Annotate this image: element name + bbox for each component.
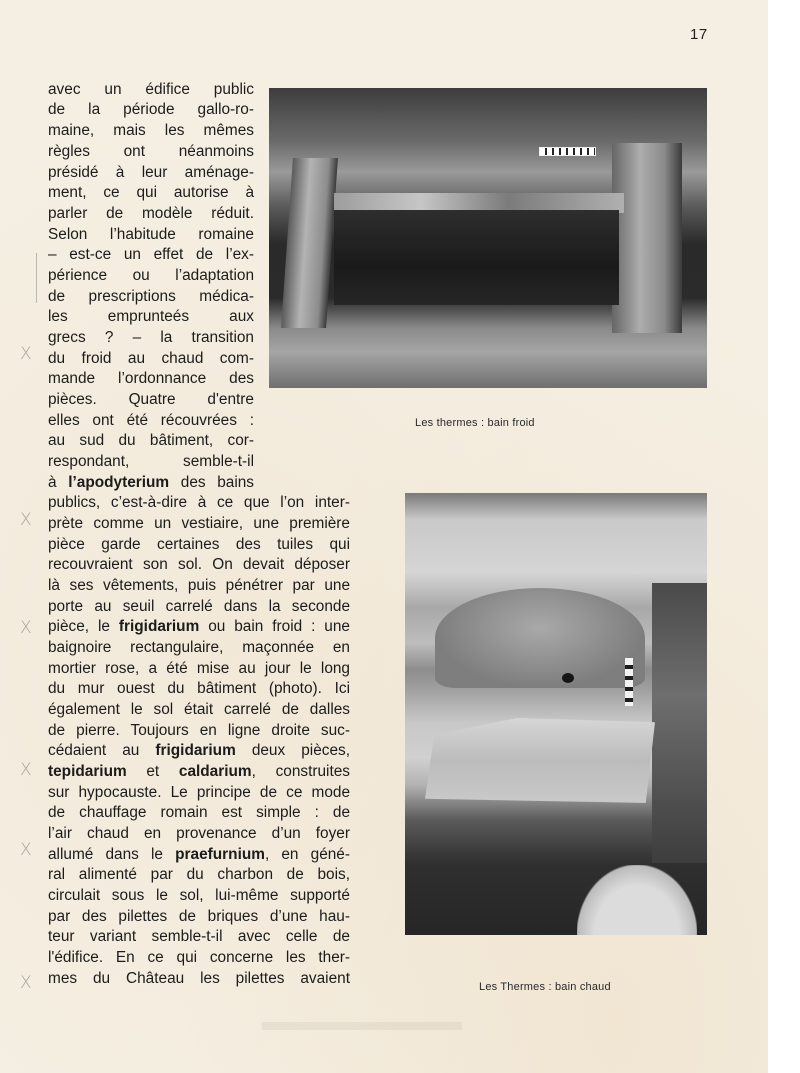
text-run: deux pièces, <box>235 742 350 759</box>
bath-basin <box>334 210 619 305</box>
text-line: les emprunteés aux <box>48 308 254 325</box>
text-run: , en géné- <box>264 846 350 863</box>
text-line: du mur ouest du bâtiment (photo). Ici <box>48 680 350 697</box>
text-line: également le sol était carrelé de dalles <box>48 701 350 718</box>
text-line: avec un édifice public <box>48 81 254 98</box>
photo-bain-froid <box>269 88 707 388</box>
pencil-x-mark: X <box>20 618 32 638</box>
text-line: baignoire rectangulaire, maçonnée en <box>48 639 350 656</box>
text-line: pièce garde certaines des tuiles qui <box>48 536 350 553</box>
text-run: et <box>126 763 179 780</box>
text-run: à <box>48 474 69 491</box>
text-line: de prescriptions médica- <box>48 288 254 305</box>
text-line: publics, c’est-à-dire à ce que l’on inter- <box>48 494 350 511</box>
text-line: l'édifice. En ce qui concerne les ther- <box>48 949 350 966</box>
text-line: – est-ce un effet de l’ex- <box>48 246 254 263</box>
page-number: 17 <box>690 26 708 43</box>
text-line: règles ont néanmoins <box>48 143 254 160</box>
text-line: ral alimenté par du charbon de bois, <box>48 866 350 883</box>
pencil-x-mark: X <box>20 760 32 780</box>
text-line: porte au seuil carrelé dans la seconde <box>48 598 350 615</box>
photo-detail <box>425 718 655 803</box>
text-run: des bains <box>169 474 254 491</box>
pencil-x-mark: X <box>20 973 32 993</box>
text-line <box>48 762 350 782</box>
photo-detail <box>562 673 574 683</box>
term-frigidarium: frigidarium <box>118 618 200 635</box>
text-line: recouvraient son sol. On devait déposer <box>48 556 350 573</box>
text-line: pièces. Quatre d'entre <box>48 391 254 408</box>
text-run: cédaient au <box>48 742 156 759</box>
text-line <box>48 617 350 637</box>
text-line <box>48 741 350 761</box>
text-line: là ses vêtements, puis pénétrer par une <box>48 577 350 594</box>
text-run: , construites <box>251 763 350 780</box>
text-line: grecs ? – la transition <box>48 329 254 346</box>
text-line: maine, mais les mêmes <box>48 122 254 139</box>
text-run: ou bain froid : une <box>199 618 350 635</box>
text-line: Selon l’habitude romaine <box>48 226 254 243</box>
text-line: présidé à leur aménage- <box>48 164 254 181</box>
pencil-x-mark: X <box>20 510 32 530</box>
photo-detail <box>612 143 682 333</box>
term-frigidarium: frigidarium <box>155 742 236 759</box>
text-line: mande l’ordonnance des <box>48 370 254 387</box>
pencil-line-mark <box>36 253 37 303</box>
text-line: sur hypocauste. Le principe de ce mode <box>48 784 350 801</box>
pencil-x-mark: X <box>20 344 32 364</box>
text-line: l’air chaud en provenance d’un foyer <box>48 825 350 842</box>
measuring-stick <box>625 658 633 706</box>
text-run: pièce, le <box>48 618 119 635</box>
photo-detail <box>652 583 707 863</box>
pencil-x-mark: X <box>20 840 32 860</box>
text-line: respondant, semble-t-il <box>48 453 254 470</box>
caption-bain-froid: Les thermes : bain froid <box>415 417 535 429</box>
text-line: au sud du bâtiment, cor- <box>48 432 254 449</box>
text-line: de chauffage romain est simple : de <box>48 804 350 821</box>
text-run: allumé dans le <box>48 846 176 863</box>
text-line: teur variant semble-t-il avec celle de <box>48 928 350 945</box>
text-line: prète comme un vestiaire, une première <box>48 515 350 532</box>
caption-bain-chaud: Les Thermes : bain chaud <box>479 981 611 993</box>
text-line: par des pilettes de briques d’une hau- <box>48 908 350 925</box>
show-through-text <box>262 1022 462 1030</box>
photo-detail <box>435 588 645 688</box>
text-line <box>48 845 350 865</box>
term-tepidarium: tepidarium <box>48 763 127 780</box>
term-praefurnium: praefurnium <box>175 846 265 863</box>
text-line: elles ont été récouvrées : <box>48 412 254 429</box>
text-line: mortier rose, a été mise au jour le long <box>48 660 350 677</box>
term-caldarium: caldarium <box>178 763 252 780</box>
text-line: périence ou l’adaptation <box>48 267 254 284</box>
text-line: mes du Château les pilettes avaient <box>48 970 350 987</box>
text-line: circulait sous le sol, lui-même supporté <box>48 887 350 904</box>
photo-detail <box>281 158 338 328</box>
text-line: ment, ce qui autorise à <box>48 184 254 201</box>
term-apodyterium: l’apodyterium <box>68 474 170 491</box>
photo-detail <box>577 865 697 935</box>
text-line: de pierre. Toujours en ligne droite suc- <box>48 722 350 739</box>
text-line: du froid au chaud com- <box>48 350 254 367</box>
text-line: parler de modèle réduit. <box>48 205 254 222</box>
scale-bar <box>539 147 596 156</box>
text-line <box>48 473 254 493</box>
photo-bain-chaud <box>405 493 707 935</box>
text-line: de la période gallo-ro- <box>48 101 254 118</box>
